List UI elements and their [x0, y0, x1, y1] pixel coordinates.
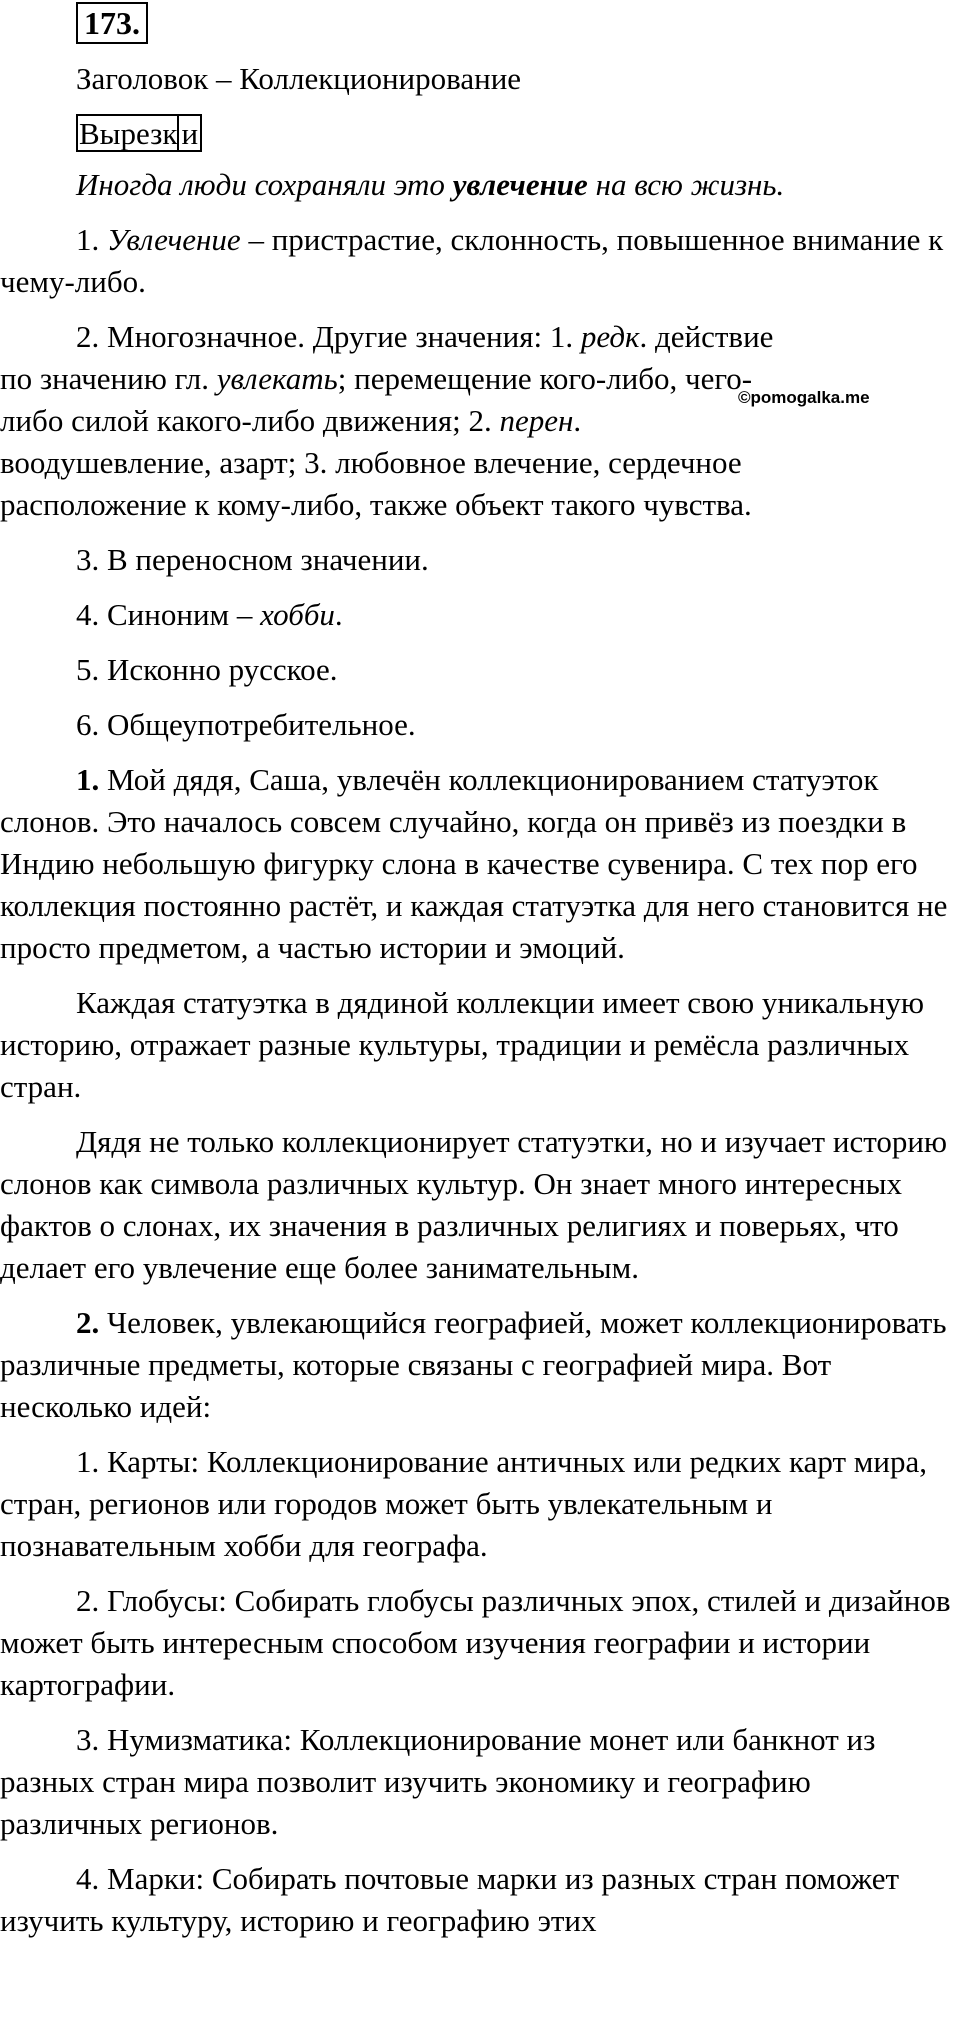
- part-1-paragraph-3: Дядя не только коллекционирует статуэтки, но и изучает историю слонов как символа различных культур. Он знает много интересных фактов о слонах, их значения в различных религиях и поверьях, что делает его увлечение еще более занимательным.: [0, 1124, 948, 1285]
- example-sentence: [0, 164, 960, 206]
- sentence-key-word: увлечение: [452, 167, 588, 202]
- part-2-intro: [0, 1302, 960, 1428]
- item-2-redk: редк: [580, 319, 640, 354]
- morphemic-analysis: [76, 114, 202, 150]
- item-1-number: 1.: [76, 222, 107, 257]
- item-3: 3. В переносном значении.: [76, 542, 429, 577]
- part-2-list-2: 2. Глобусы: Собирать глобусы различных эпох, стилей и дизайнов может быть интересным способом изучения географии и истории картографии.: [0, 1583, 951, 1702]
- item-5: 5. Исконно русское.: [76, 652, 338, 687]
- item-1-term: Увлечение: [107, 222, 241, 257]
- task-number: 173.: [76, 2, 148, 44]
- item-1: [0, 219, 960, 303]
- sentence-post: на всю жизнь.: [587, 167, 785, 202]
- watermark: ©pomogalka.me: [738, 388, 870, 407]
- heading: [76, 58, 521, 100]
- part-1-paragraph-1: [0, 759, 960, 969]
- item-4-synonym: хобби: [260, 597, 335, 632]
- part-2-list-3: 3. Нумизматика: Коллекционирование монет или банкнот из разных стран мира позволит изучить экономику и географию различных регионов.: [0, 1722, 876, 1841]
- item-2-b: . действие по значению гл.: [0, 319, 774, 396]
- sentence-pre: Иногда люди сохраняли это: [76, 167, 453, 202]
- word-root: Вырезк: [76, 114, 179, 152]
- item-2-peren: перен: [499, 403, 574, 438]
- item-4-a: 4. Синоним –: [76, 597, 261, 632]
- part-1-p1-text: Мой дядя, Саша, увлечён коллекционированием статуэток слонов. Это началось совсем случайно, когда он привёз из поездки в Индию небольшую фигурку слона в качестве сувенира. С тех пор его коллекция постоянно растёт, и каждая статуэтка для него становится не просто предметом, а частью истории и эмоций.: [0, 762, 948, 965]
- item-6: 6. Общеупотребительное.: [76, 707, 416, 742]
- item-4-c: .: [334, 597, 343, 632]
- part-1-number: 1.: [76, 762, 100, 797]
- item-2: [0, 316, 960, 526]
- item-1-text: – пристрастие, склонность, повышенное внимание к чему-либо.: [0, 222, 944, 299]
- document-body: [0, 164, 960, 1955]
- part-2-list-1: 1. Карты: Коллекционирование античных или редких карт мира, стран, регионов или городов может быть увлекательным и познавательным хобби для географа.: [0, 1444, 928, 1563]
- item-2-verb: увлекать: [216, 361, 338, 396]
- item-2-d: . воодушевление, азарт; 3. любовное влечение, сердечное расположение к кому-либо, также объект такого чувства.: [0, 403, 752, 522]
- item-2-a: 2. Многозначное. Другие значения: 1.: [76, 319, 581, 354]
- part-2-number: 2.: [76, 1305, 100, 1340]
- part-2-intro-text: Человек, увлекающийся географией, может коллекционировать различные предметы, которые связаны с географией мира. Вот несколько идей:: [0, 1305, 947, 1424]
- part-1-paragraph-2: Каждая статуэтка в дядиной коллекции имеет свою уникальную историю, отражает разные культуры, традиции и ремёсла различных стран.: [0, 985, 925, 1104]
- heading-text: Заголовок – Коллекционирование: [76, 61, 522, 96]
- item-4: [0, 594, 960, 636]
- part-2-list-4: 4. Марки: Собирать почтовые марки из разных стран поможет изучить культуру, историю и географию этих: [0, 1861, 900, 1938]
- item-2-c: ; перемещение кого-либо, чего-либо силой какого-либо движения; 2.: [0, 361, 753, 438]
- word-ending: и: [177, 114, 202, 152]
